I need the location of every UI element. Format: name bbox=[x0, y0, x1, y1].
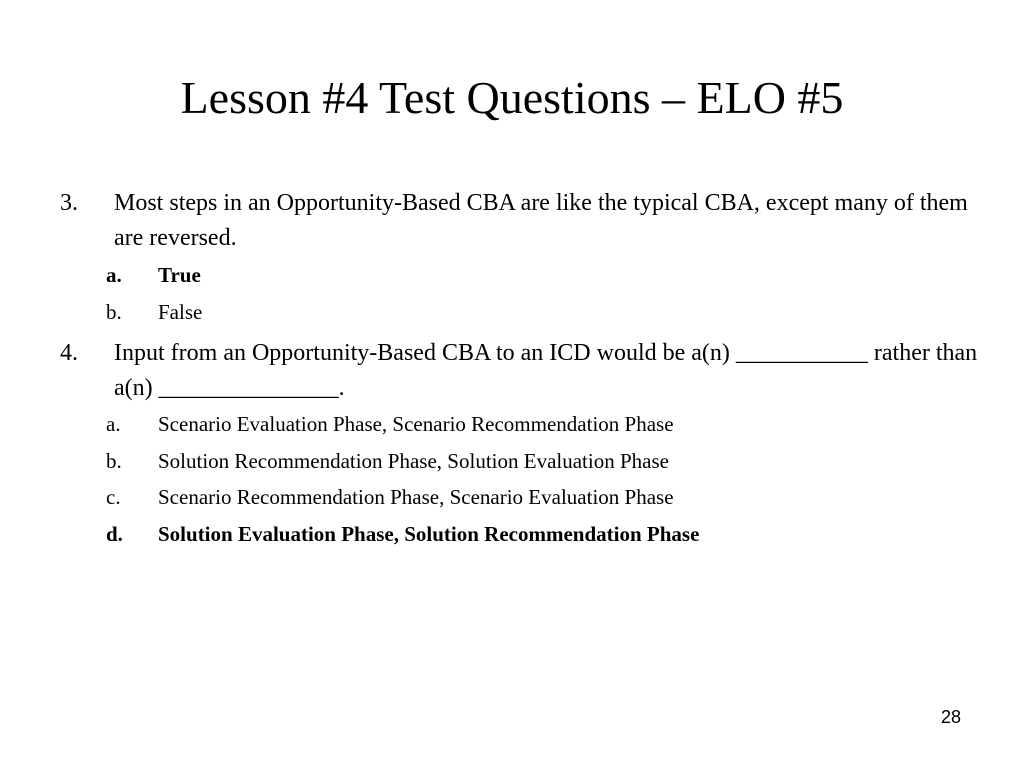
question-number: 3. bbox=[60, 190, 78, 216]
question-3 bbox=[60, 186, 980, 256]
question-text: Input from an Opportunity-Based CBA to an ICD would be a(n) ___________ rather than a(n) _______________. bbox=[114, 340, 978, 401]
option-text: Scenario Evaluation Phase, Scenario Recommendation Phase bbox=[158, 412, 674, 436]
question-4-option-d bbox=[106, 519, 966, 549]
option-text: Solution Evaluation Phase, Solution Recommendation Phase bbox=[158, 522, 700, 546]
page-number: 28 bbox=[940, 707, 961, 727]
question-4-option-a bbox=[106, 409, 966, 439]
option-text: Scenario Recommendation Phase, Scenario Evaluation Phase bbox=[158, 485, 674, 509]
question-4-option-b bbox=[106, 446, 966, 476]
question-3-option-b bbox=[106, 297, 966, 327]
question-4 bbox=[60, 336, 980, 406]
option-letter: a. bbox=[106, 412, 121, 436]
question-3-option-a bbox=[106, 260, 966, 290]
option-letter: c. bbox=[106, 485, 121, 509]
slide-title: Lesson #4 Test Questions – ELO #5 bbox=[180, 72, 844, 123]
question-text: Most steps in an Opportunity-Based CBA are like the typical CBA, except many of them are reversed. bbox=[114, 190, 968, 251]
option-text: Solution Recommendation Phase, Solution Evaluation Phase bbox=[158, 449, 669, 473]
option-letter: a. bbox=[106, 263, 122, 287]
question-number: 4. bbox=[60, 340, 78, 366]
option-letter: b. bbox=[106, 449, 122, 473]
question-4-option-c bbox=[106, 482, 966, 512]
option-text: False bbox=[158, 300, 203, 324]
option-letter: b. bbox=[106, 300, 122, 324]
option-letter: d. bbox=[106, 522, 123, 546]
option-text: True bbox=[158, 263, 201, 287]
